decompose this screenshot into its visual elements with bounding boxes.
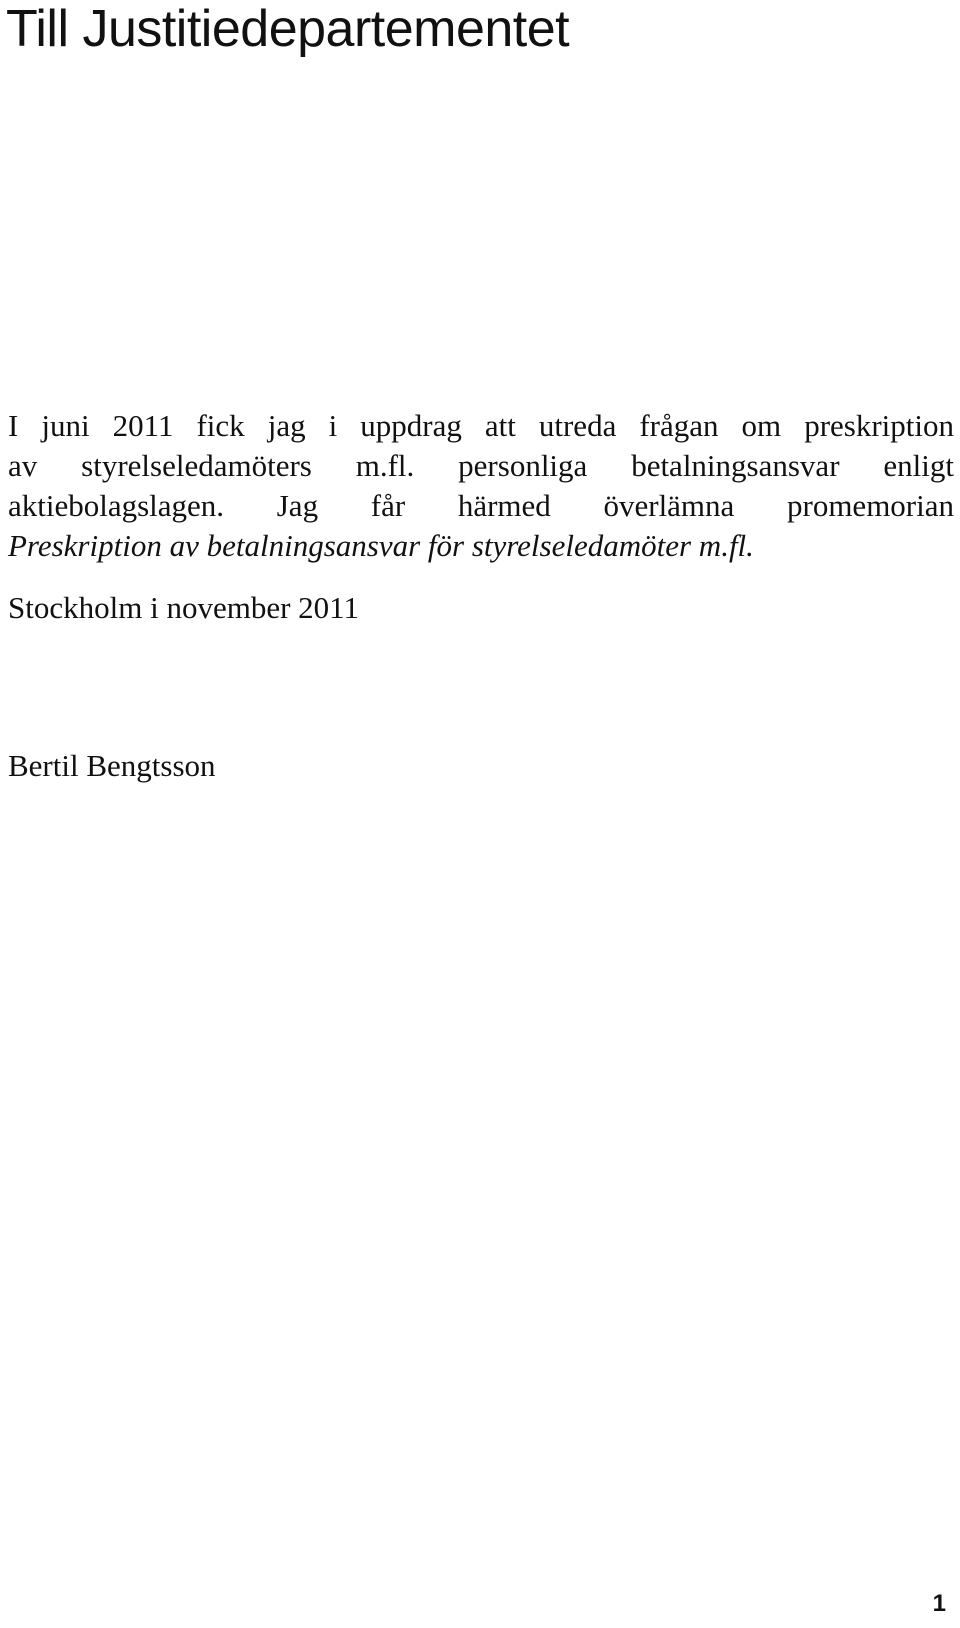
memorandum-title: Preskription av betalningsansvar för styrelseledamöter m.fl.: [8, 528, 754, 563]
page-title: Till Justitiedepartementet: [6, 0, 570, 58]
letter-paragraph: [8, 406, 954, 566]
page-number: 1: [932, 1590, 946, 1617]
place-and-date: Stockholm i november 2011: [8, 590, 360, 625]
signature-name: Bertil Bengtsson: [8, 748, 216, 783]
paragraph-line-3: aktiebolagslagen. Jag får härmed överlämna promemorian: [8, 488, 954, 523]
paragraph-line-2: av styrelseledamöters m.fl. personliga betalningsansvar enligt: [8, 448, 954, 483]
paragraph-line-1: I juni 2011 fick jag i uppdrag att utreda frågan om preskription: [8, 408, 954, 443]
